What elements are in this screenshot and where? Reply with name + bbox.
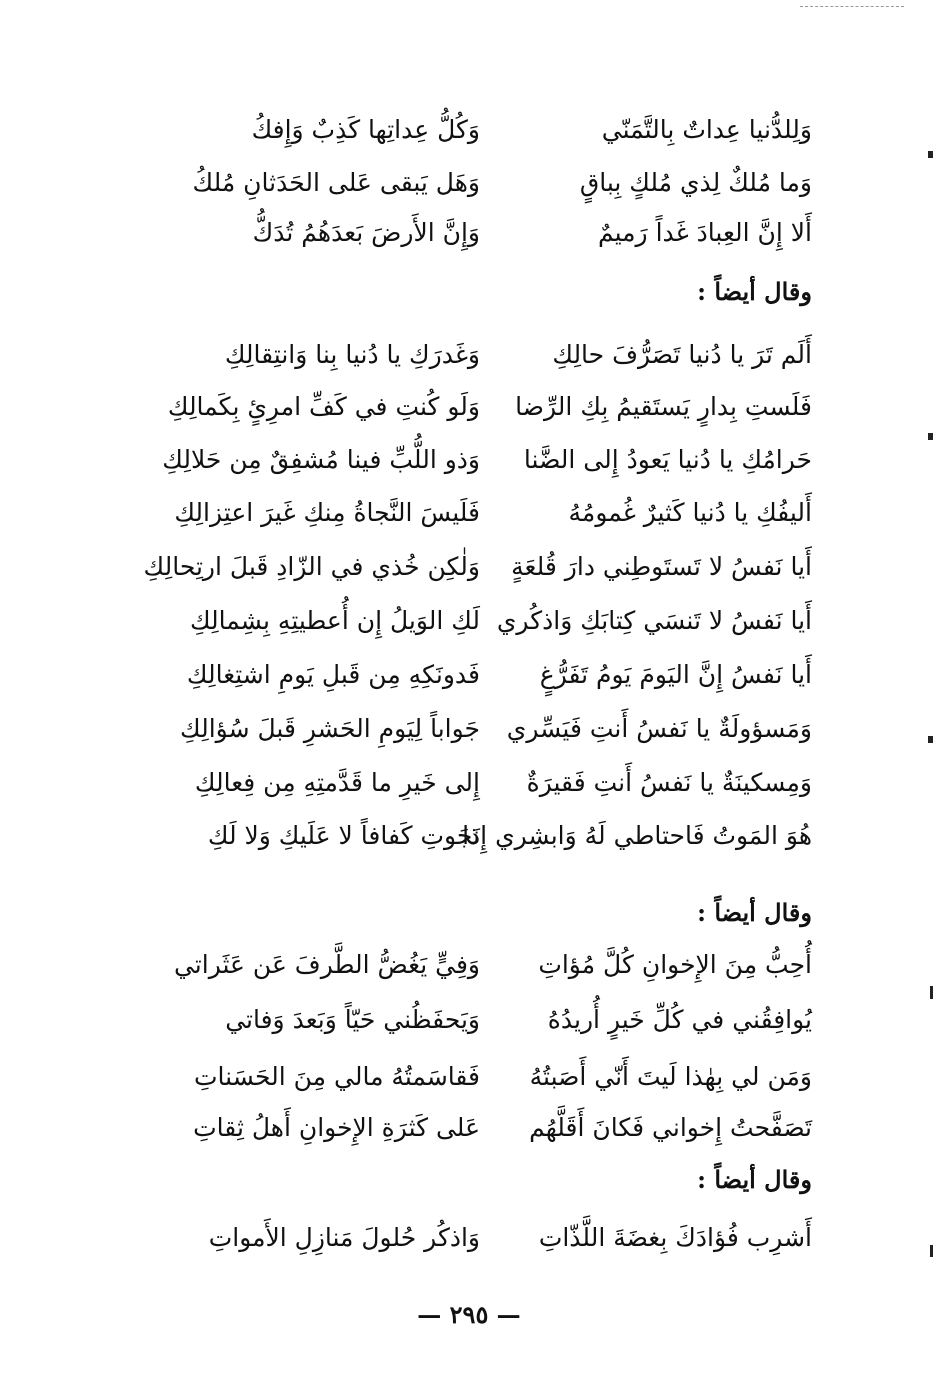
verse-first-hemistich: وَمَن لي بِهٰذا لَيتَ أَنّي أَصَبتُهُ bbox=[529, 1062, 812, 1091]
section-heading: وقال أيضاً : bbox=[697, 898, 812, 927]
verse-second-hemistich: وَهَل يَبقى عَلى الحَدَثانِ مُلكُ bbox=[192, 168, 480, 197]
verse-first-hemistich: تَصَفَّحتُ إِخواني فَكانَ أَقَلَّهُم bbox=[529, 1113, 812, 1142]
verse-first-hemistich: وَما مُلكٌ لِذي مُلكٍ بِباقٍ bbox=[579, 168, 812, 197]
verse-first-hemistich: هُوَ المَوتُ فَاحتاطي لَهُ وَابشِري إِذا bbox=[462, 821, 812, 850]
scan-mark bbox=[930, 1245, 933, 1257]
verse-first-hemistich: أَيا نَفسُ إِنَّ اليَومَ يَومُ تَفَرُّغٍ bbox=[539, 660, 812, 689]
verse-second-hemistich: عَلى كَثرَةِ الإِخوانِ أَهلُ ثِقاتِ bbox=[193, 1113, 480, 1142]
verse-first-hemistich: أَلا إِنَّ العِبادَ غَداً رَميمٌ bbox=[597, 218, 812, 247]
verse-second-hemistich: وَذو اللُّبِّ فينا مُشفِقٌ مِن حَلالِكِ bbox=[162, 445, 480, 474]
scan-mark bbox=[928, 151, 933, 158]
verse-second-hemistich: وَيَحفَظُني حَيّاً وَبَعدَ وَفاتي bbox=[225, 1005, 480, 1034]
section-heading: وقال أيضاً : bbox=[697, 1165, 812, 1194]
verse-first-hemistich: أَشرِب فُؤادَكَ بِغضَةَ اللَّذّاتِ bbox=[538, 1223, 812, 1252]
verse-first-hemistich: وَلِلدُّنيا عِداتٌ بِالتَّمَنّي bbox=[601, 115, 812, 144]
verse-second-hemistich: وَإِنَّ الأَرضَ بَعدَهُمُ تُدَكُّ bbox=[252, 218, 480, 247]
verse-second-hemistich: وَاذكُر حُلولَ مَنازِلِ الأَمواتِ bbox=[208, 1223, 480, 1252]
verse-second-hemistich: نَجَوتِ كَفافاً لا عَلَيكِ وَلا لَكِ bbox=[207, 821, 480, 850]
verse-second-hemistich: وَكُلُّ عِداتِها كَذِبٌ وَإِفكُ bbox=[251, 115, 480, 144]
page-number: — ٢٩٥ — bbox=[417, 1300, 521, 1329]
verse-second-hemistich: وَلٰكِن خُذي في الزّادِ قَبلَ ارتِحالِكِ bbox=[143, 552, 480, 581]
verse-first-hemistich: وَمَسؤولَةٌ يا نَفسُ أَنتِ فَيَسِّري bbox=[506, 714, 812, 743]
section-heading: وقال أيضاً : bbox=[697, 277, 812, 306]
verse-first-hemistich: أَليفُكِ يا دُنيا كَثيرٌ غُمومُهُ bbox=[568, 498, 812, 527]
verse-second-hemistich: فَقاسَمتُهُ مالي مِنَ الحَسَناتِ bbox=[194, 1062, 480, 1091]
verse-first-hemistich: يُوافِقُني في كُلِّ خَيرٍ أُريدُهُ bbox=[547, 1005, 812, 1034]
verse-first-hemistich: حَرامُكِ يا دُنيا يَعودُ إِلى الضَّنا bbox=[523, 445, 812, 474]
verse-first-hemistich: أُحِبُّ مِنَ الإِخوانِ كُلَّ مُؤاتِ bbox=[538, 950, 812, 979]
verse-second-hemistich: إِلى خَيرِ ما قَدَّمتِهِ مِن فِعالِكِ bbox=[194, 768, 480, 797]
verse-second-hemistich: وَغَدرَكِ يا دُنيا بِنا وَانتِقالِكِ bbox=[224, 340, 480, 369]
verse-second-hemistich: وَلَو كُنتِ في كَفِّ امرِئٍ بِكَمالِكِ bbox=[167, 392, 480, 421]
verse-first-hemistich: أَيا نَفسُ لا تَستَوطِني دارَ قُلعَةٍ bbox=[511, 552, 812, 581]
scan-mark bbox=[928, 736, 933, 743]
verse-first-hemistich: أَيا نَفسُ لا تَنسَي كِتابَكِ وَاذكُري bbox=[496, 606, 812, 635]
verse-second-hemistich: فَدونَكِهِ مِن قَبلِ يَومِ اشتِغالِكِ bbox=[186, 660, 480, 689]
top-rule bbox=[800, 6, 904, 7]
verse-first-hemistich: وَمِسكينَةٌ يا نَفسُ أَنتِ فَقيرَةٌ bbox=[526, 768, 812, 797]
verse-first-hemistich: فَلَستِ بِدارٍ يَستَقيمُ بِكِ الرِّضا bbox=[515, 392, 812, 421]
verse-second-hemistich: لَكِ الوَيلُ إِن أُعطيتِهِ بِشِمالِكِ bbox=[189, 606, 480, 635]
scan-mark bbox=[928, 433, 933, 440]
verse-first-hemistich: أَلَم تَرَ يا دُنيا تَصَرُّفَ حالِكِ bbox=[552, 340, 812, 369]
scan-mark bbox=[930, 986, 933, 999]
verse-second-hemistich: جَواباً لِيَومِ الحَشرِ قَبلَ سُؤالِكِ bbox=[180, 714, 480, 743]
verse-second-hemistich: وَفِيٍّ يَغُضُّ الطَّرفَ عَن عَثَراتي bbox=[173, 950, 480, 979]
verse-second-hemistich: فَلَيسَ النَّجاةُ مِنكِ غَيرَ اعتِزالِكِ bbox=[174, 498, 480, 527]
